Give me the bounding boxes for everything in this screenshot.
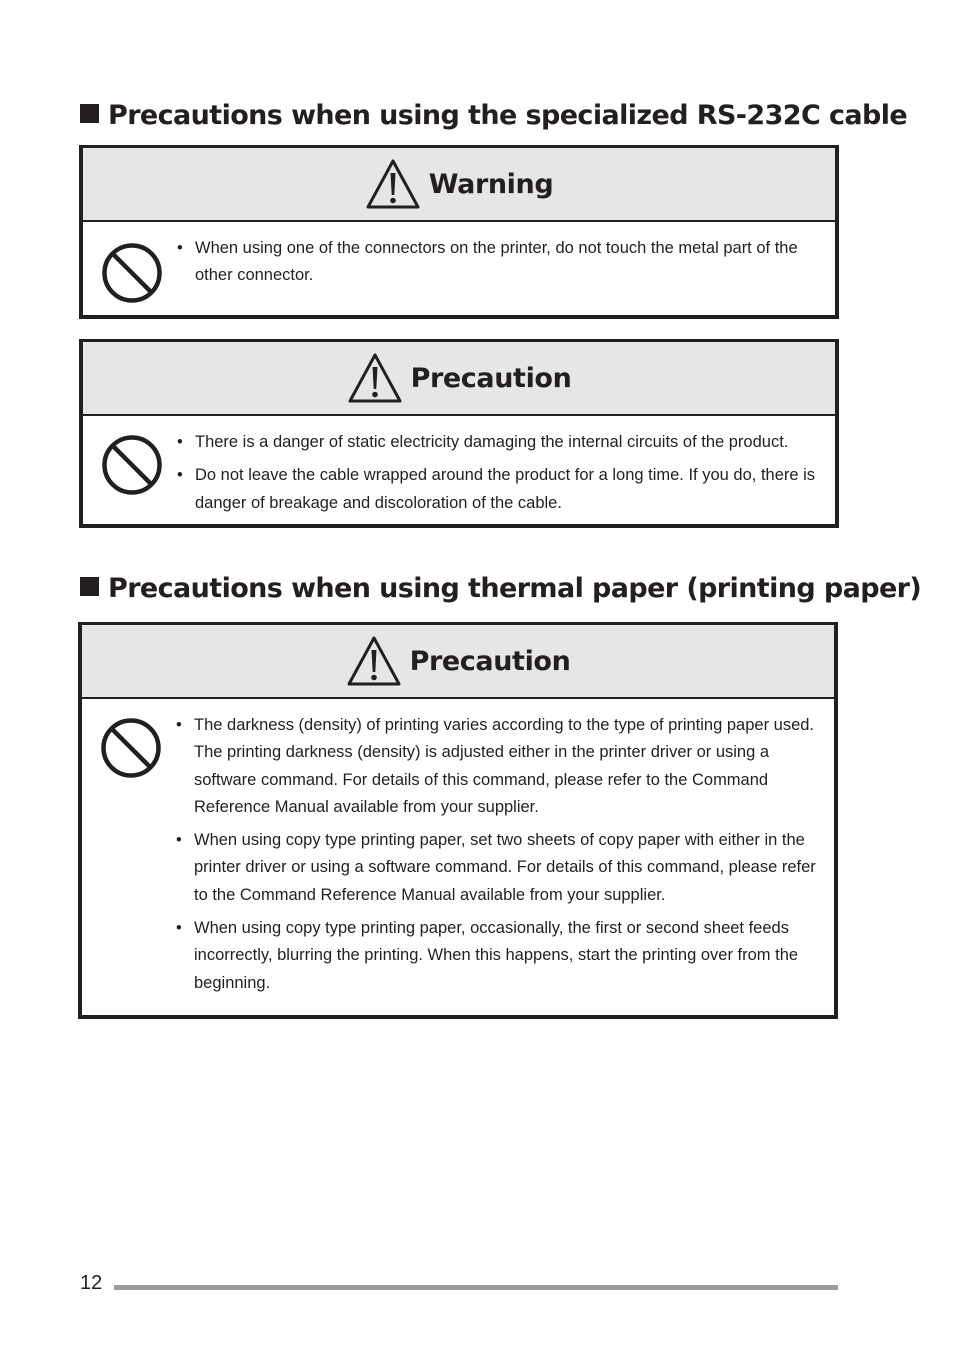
warning-box-body xyxy=(83,222,835,315)
box-title: Precaution xyxy=(409,645,571,677)
precaution-box-cable xyxy=(79,339,839,528)
warning-triangle-icon xyxy=(347,352,403,404)
section-heading-text: Precautions when using thermal paper (printing paper) xyxy=(108,573,922,604)
footer-rule xyxy=(114,1285,838,1290)
square-bullet-icon xyxy=(80,577,99,596)
precaution-box-header xyxy=(82,625,834,699)
list-item: • When using copy type printing paper, set two sheets of copy paper with either in the printer driver or using a software command. For details of this command, please refer to the Command Reference Manual available from your supplier. xyxy=(176,827,820,909)
prohibition-icon xyxy=(101,434,163,496)
box-title: Warning xyxy=(428,168,554,200)
prohibition-icon xyxy=(101,242,163,304)
precaution-list xyxy=(177,429,821,517)
section-heading-text: Precautions when using the specialized RS-232C cable xyxy=(108,100,908,131)
precaution-box-header xyxy=(83,342,835,416)
precaution-box-body xyxy=(82,699,834,1015)
prohibition-icon xyxy=(100,717,162,779)
precaution-list xyxy=(176,712,820,997)
list-item: • The darkness (density) of printing varies according to the type of printing paper used. The printing darkness (density) is adjusted either in the printer driver or using a software command. For details of this command, please refer to the Command Reference Manual available from your supplier. xyxy=(176,712,820,821)
list-item: • Do not leave the cable wrapped around the product for a long time. If you do, there is danger of breakage and discoloration of the cable. xyxy=(177,462,821,517)
precaution-box-body xyxy=(83,416,835,524)
warning-triangle-icon xyxy=(346,635,402,687)
list-item: • When using one of the connectors on the printer, do not touch the metal part of the other connector. xyxy=(177,235,821,290)
box-title: Precaution xyxy=(410,362,572,394)
section-heading-rs232c xyxy=(80,100,907,131)
warning-box-header xyxy=(83,148,835,222)
warning-list xyxy=(177,235,821,290)
list-item: • There is a danger of static electricity damaging the internal circuits of the product. xyxy=(177,429,821,456)
section-heading-thermal-paper xyxy=(80,573,921,604)
precaution-box-thermal-paper xyxy=(78,622,838,1019)
warning-triangle-icon xyxy=(365,158,421,210)
warning-box xyxy=(79,145,839,319)
page-number: 12 xyxy=(80,1272,103,1294)
square-bullet-icon xyxy=(80,104,99,123)
list-item: • When using copy type printing paper, occasionally, the first or second sheet feeds incorrectly, blurring the printing. When this happens, start the printing over from the beginning. xyxy=(176,915,820,997)
